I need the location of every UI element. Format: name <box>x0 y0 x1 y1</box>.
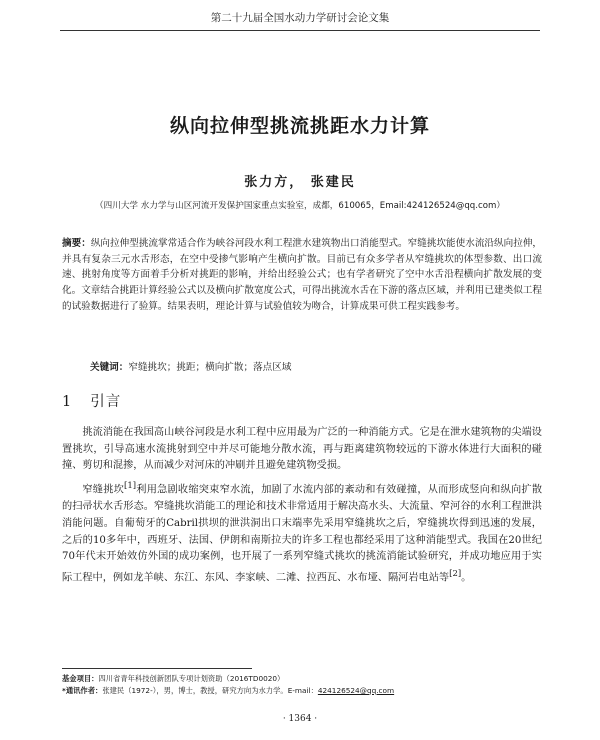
body-paragraph-2 <box>62 478 542 587</box>
footnote-funding <box>62 673 542 685</box>
header-rule <box>60 30 540 31</box>
footnote-contact-label: *通讯作者： <box>62 686 103 695</box>
paper-title: 纵向拉伸型挑流挑距水力计算 <box>169 115 430 137</box>
footnotes <box>62 673 542 697</box>
abstract-label: 摘要： <box>62 238 91 249</box>
author-affiliation: （四川大学 水力学与山区河流开发保护国家重点实验室，成都，610065，Email:424126524@qq.com） <box>95 201 505 211</box>
keywords-label: 关键词： <box>90 362 129 373</box>
section-number: 1 <box>62 394 73 410</box>
page-number: · 1364 · <box>282 714 318 724</box>
citation-ref: [1] <box>124 481 137 492</box>
footnote-funding-text: 四川省青年科技创新团队专项计划资助（2016TD0020） <box>98 674 285 683</box>
body-paragraph-1: 挑流消能在我国高山峡谷河段是水利工程中应用最为广泛的一种消能方式。它是在泄水建筑物的尖端设置挑坎，引导高速水流挑射到空中并尽可能地分散水流，再与距离建筑物较远的下游水体进行大面积的碰撞、剪切和混掺，从而减少对河床的冲刷并且避免建筑物受损。 <box>62 427 542 472</box>
section-heading <box>62 390 121 411</box>
body-paragraph-2-text: 利用急剧收缩突束窄水流，加剧了水流内部的紊动和有效碰撞，从而形成竖向和纵向扩散的扫帚状水舌形态。窄缝挑坎消能工的理论和技术非常适用于解决高水头、大流量、窄河谷的水利工程泄洪消能问题。自葡萄牙的Cabril拱坝的泄洪洞出口末端率先采用窄缝挑坎之后，窄缝挑坎得到迅速的发展，之后的10多年中，西班牙、法国、伊朗和南斯拉夫的许多工程也都经采用了这种消能型式。我国在20世纪70年代末开始效仿外国的成功案例，也开展了一系列窄缝式挑坎的挑流消能试验研究，并成功地应用于实际工程中，例如龙羊峡、东江、东风、李家峡、二滩、拉西瓦、水布垭、隔河岩电站等 <box>62 484 543 584</box>
footnote-rule <box>62 668 252 669</box>
keywords-text: 窄缝挑坎；挑距；横向扩散；落点区域 <box>128 362 292 373</box>
body-text <box>62 425 542 590</box>
body-paragraph-2-end: 。 <box>461 572 472 584</box>
citation-ref: [2] <box>449 569 462 580</box>
footnote-contact-text: 张建民（1972-），男，博士，教授，研究方向为水力学。E-mail： <box>102 686 318 695</box>
abstract-text: 纵向拉伸型挑流掌常适合作为峡谷河段水利工程泄水建筑物出口消能型式。窄缝挑坎能使水流沿纵向拉伸，并具有复杂三元水舌形态，在空中受掺气影响产生横向扩散。目前已有众多学者从窄缝挑坎的体型参数、出口流速、挑射角度等方面着手分析对挑距的影响，并给出经验公式；也有学者研究了空中水舌沿程横向扩散发展的变化。文章结合挑距计算经验公式以及横向扩散宽度公式，可得出挑流水舌在下游的落点区域，并利用已建类似工程的试验数据进行了验算。结果表明，理论计算与试验值较为吻合，计算成果可供工程实践参考。 <box>62 238 543 312</box>
keywords <box>90 360 540 375</box>
running-header: 第二十九届全国水动力学研讨会论文集 <box>210 12 390 24</box>
footnote-contact <box>62 685 542 697</box>
section-title: 引言 <box>90 394 122 410</box>
paper-authors: 张力方， 张建民 <box>244 175 356 190</box>
abstract <box>62 236 542 315</box>
body-term: 窄缝挑坎 <box>82 484 125 496</box>
footnote-funding-label: 基金项目： <box>62 674 99 683</box>
footnote-email-link[interactable]: 424126524@qq.com <box>317 686 395 695</box>
